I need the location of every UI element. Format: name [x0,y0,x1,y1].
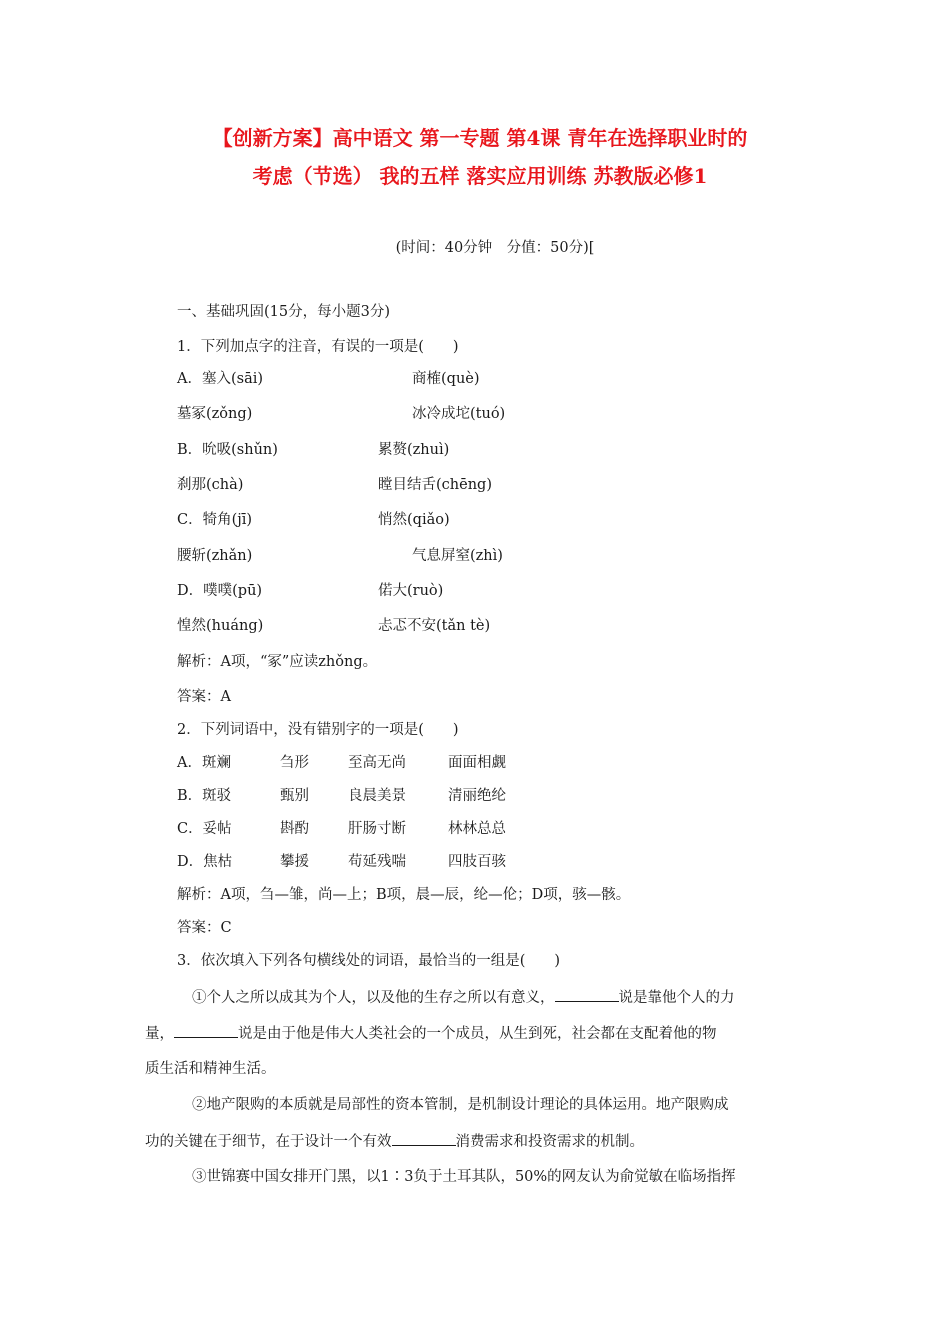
q1-answer: 答案：A [177,689,231,705]
q2-row: C．妥帖 斟酌 肝肠寸断 林林总总 [177,821,506,837]
q1-analysis: 解析：A项，“冢”应读zhǒng。 [177,654,378,670]
time-score-info: (时间：40分钟 分值：50分)[ [395,240,595,256]
q3-sentence-1-end: 质生活和精神生活。 [145,1061,276,1077]
q3-sentence-1-cont: 量， 说是由于他是伟大人类社会的一个成员，从生到死，社会都在支配着他的物 [145,1023,717,1044]
q1-option: 刹那(chà) [177,477,244,493]
q1-option: 气息屏窒(zhì) [412,548,503,564]
q3-sentence-2: ②地产限购的本质就是局部性的资本管制，是机制设计理论的具体运用。地产限购成 [192,1097,729,1113]
q3-sentence-2-cont: 功的关键在于细节，在于设计一个有效 消费需求和投资需求的机制。 [145,1131,644,1152]
q1-option: D．噗噗(pū) [177,583,263,599]
q3-sentence-1: ①个人之所以成其为个人，以及他的生存之所以有意义， 说是靠他个人的力 [192,987,735,1008]
q1-option: 偌大(ruò) [378,583,444,599]
fill-blank [174,1023,238,1038]
q1-option: C．犄角(jī) [177,512,253,528]
q1-option: 商榷(què) [412,371,480,387]
q1-option: 惶然(huáng) [177,618,264,634]
q2-row: B．斑驳 甄别 良晨美景 清丽绝纶 [177,788,506,804]
q2-answer: 答案：C [177,920,232,936]
fill-blank [392,1131,456,1146]
q3-stem: 3．依次填入下列各句横线处的词语，最恰当的一组是( ) [177,953,561,969]
q1-option: B．吮吸(shǔn) [177,442,278,458]
q1-option: A．塞入(sāi) [177,371,264,387]
q1-option: 瞠目结舌(chēng) [378,477,492,493]
q3-sentence-3: ③世锦赛中国女排开门黑，以1∶3负于土耳其队，50%的网友认为俞觉敏在临场指挥 [192,1169,736,1185]
q1-option: 冰冷成坨(tuó) [412,406,506,422]
fill-blank [555,987,619,1002]
q1-stem: 1．下列加点字的注音，有误的一项是( ) [177,339,459,355]
q1-option: 悄然(qiǎo) [378,512,450,528]
q2-row: D．焦枯 攀援 苟延残喘 四肢百骇 [177,854,506,870]
q2-analysis: 解析：A项，刍—雏，尚—上；B项，晨—辰，纶—伦；D项，骇—骸。 [177,887,631,903]
q2-stem: 2．下列词语中，没有错别字的一项是( ) [177,722,459,738]
q1-option: 腰斩(zhǎn) [177,548,253,564]
section-heading: 一、基础巩固(15分，每小题3分) [177,304,390,320]
document-title-line2: 考虑（节选） 我的五样 落实应用训练 苏教版必修1 [252,164,708,188]
q2-row: A．斑斓 刍形 至高无尚 面面相觑 [177,755,506,771]
q1-option: 忐忑不安(tǎn tè) [378,618,491,634]
q1-option: 累赘(zhuì) [378,442,450,458]
document-title-line1: 【创新方案】高中语文 第一专题 第4课 青年在选择职业时的 [212,126,748,150]
q1-option: 墓冢(zǒng) [177,406,253,422]
